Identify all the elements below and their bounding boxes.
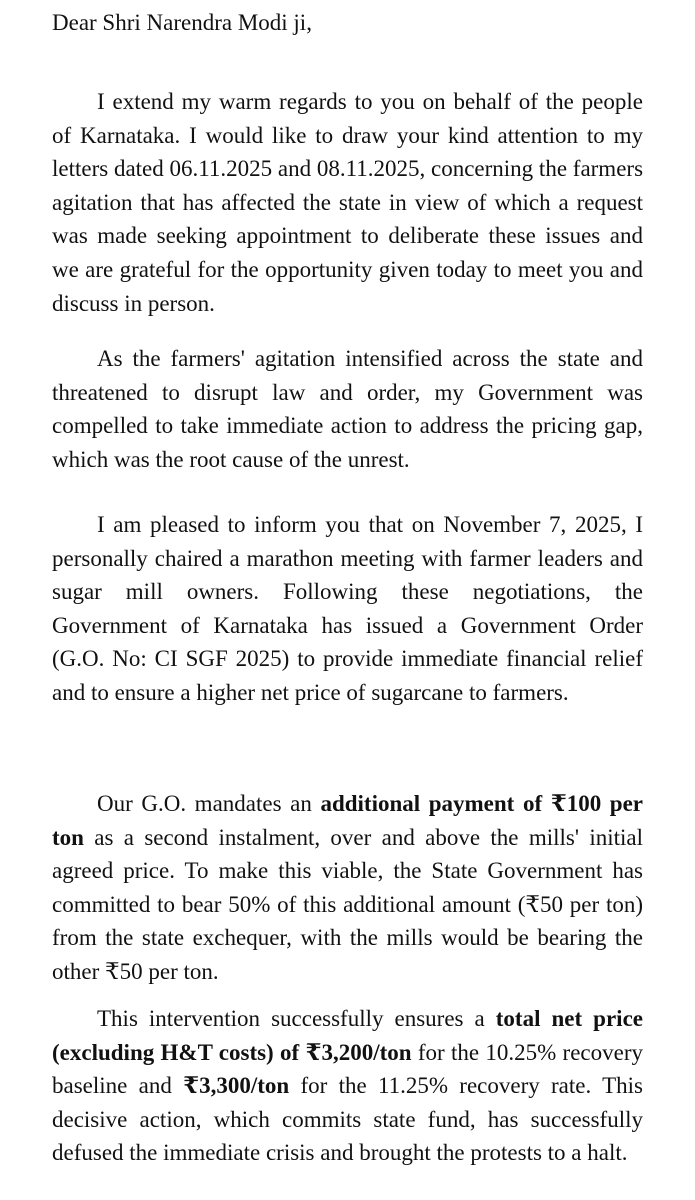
text-run: as a second instalment, over and above the mills' initial agreed price. To make this viable, the State Government has committed to bear 50% of this additional amount (₹50 per ton) from the state exchequer, with the mills would be bearing the other ₹50 per ton. (52, 824, 643, 984)
paragraph-meeting: I am pleased to inform you that on November 7, 2025, I personally chaired a marathon meeting with farmer leaders and sugar mill owners. Following these negotiations, the Government of Karnataka has issued a Government Order (G.O. No: CI SGF 2025) to provide immediate financial relief and to ensure a higher net price of sugarcane to farmers. (52, 512, 643, 705)
text-run: for the 11.25% recovery rate. This decisive action, which commits state fund, has successfully defused the immediate crisis and brought the protests to a halt. (52, 1073, 643, 1166)
paragraph-regards: I extend my warm regards to you on behalf of the people of Karnataka. I would like to draw your kind attention to my letters dated 06.11.2025 and 08.11.2025, concerning the farmers agitation that has affected the state in view of which a request was made seeking appointment to deliberate these issues and we are grateful for the opportunity given today to meet you and discuss in person. (52, 89, 644, 316)
text-run: for the 10.25% recovery baseline and (52, 1039, 643, 1099)
salutation: Dear Shri Narendra Modi ji, (52, 10, 312, 35)
text-run: This intervention successfully ensures a (97, 1006, 496, 1031)
bold-run: additional payment of ₹100 per ton (52, 791, 643, 850)
text-run: Our G.O. mandates an (97, 791, 321, 816)
paragraph-go-mandate (52, 787, 643, 989)
bold-run: ₹3,300/ton (183, 1073, 290, 1099)
paragraph-agitation: As the farmers' agitation intensified across the state and threatened to disrupt law and order, my Government was compelled to take immediate action to address the pricing gap, which was the root cause of the unrest. (52, 346, 643, 472)
paragraph-net-price (52, 1002, 643, 1170)
bold-run: total net price (excluding H&T costs) of ₹3,200/ton (52, 1006, 643, 1065)
